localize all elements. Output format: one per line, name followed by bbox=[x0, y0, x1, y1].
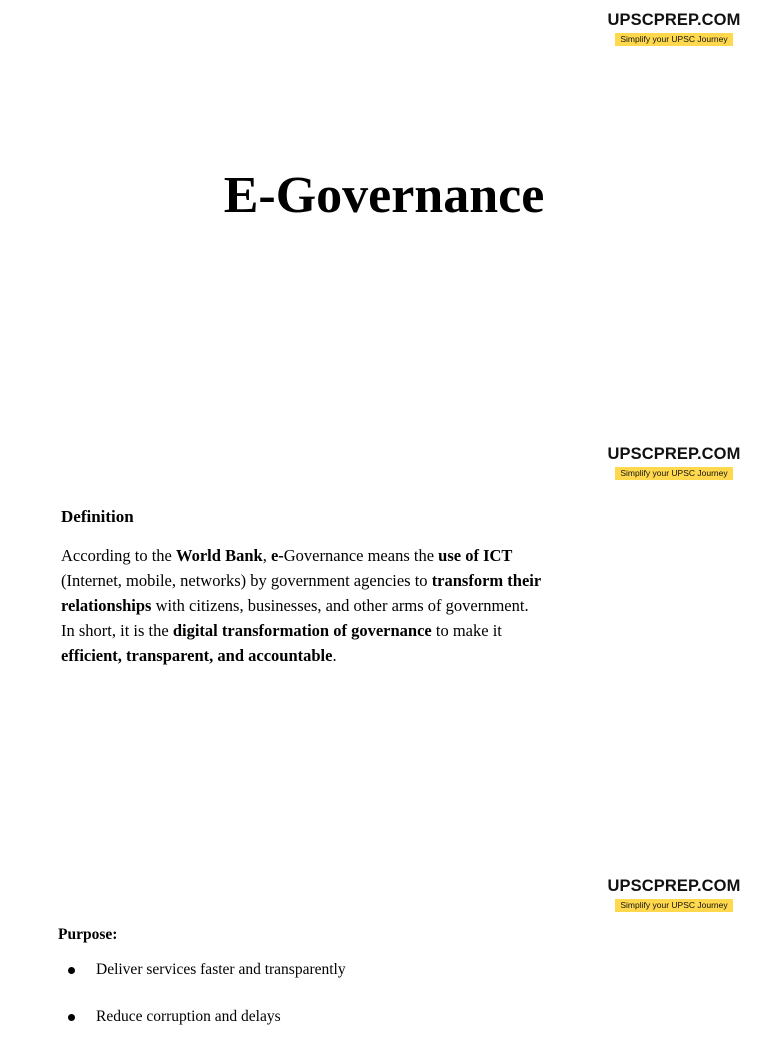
document-title: E-Governance bbox=[223, 167, 545, 224]
bold-run: use of ICT bbox=[438, 546, 513, 565]
bullet-icon bbox=[68, 1014, 75, 1021]
purpose-list bbox=[64, 960, 346, 1054]
text-run: , bbox=[262, 546, 271, 565]
text-run: to make it bbox=[431, 621, 502, 640]
brand-tagline: Simplify your UPSC Journey bbox=[615, 33, 732, 46]
purpose-page bbox=[0, 864, 768, 1024]
brand-tagline: Simplify your UPSC Journey bbox=[615, 467, 732, 480]
text-run: . bbox=[332, 646, 337, 665]
brand-logo bbox=[604, 445, 744, 481]
brand-name: UPSCPREP.COM bbox=[607, 877, 741, 895]
text-run: In short, it is the bbox=[61, 621, 173, 640]
definition-page bbox=[0, 432, 768, 864]
text-run: According to the bbox=[61, 546, 177, 565]
list-item-text: Reduce corruption and delays bbox=[96, 1008, 281, 1025]
definition-paragraph bbox=[61, 543, 561, 668]
brand-name: UPSCPREP.COM bbox=[607, 445, 741, 463]
bold-run: transform their relationships bbox=[61, 571, 541, 615]
brand-logo bbox=[604, 877, 744, 913]
text-run: Governance means the bbox=[283, 546, 439, 565]
purpose-heading: Purpose: bbox=[58, 926, 118, 943]
brand-logo bbox=[604, 11, 744, 47]
bold-run: digital transformation of governance bbox=[172, 621, 432, 640]
list-item-text: Deliver services faster and transparently bbox=[96, 961, 346, 978]
list-item bbox=[64, 960, 346, 980]
text-run: (Internet, mobile, networks) by government agencies to bbox=[61, 571, 432, 590]
bold-run: World Bank bbox=[176, 546, 263, 565]
bold-run: e- bbox=[270, 546, 284, 565]
title-page bbox=[0, 0, 768, 432]
bullet-icon bbox=[68, 967, 75, 974]
brand-name: UPSCPREP.COM bbox=[607, 11, 741, 29]
brand-tagline: Simplify your UPSC Journey bbox=[615, 899, 732, 912]
list-item bbox=[64, 1007, 346, 1027]
text-run: with citizens, businesses, and other arms of government. bbox=[151, 596, 529, 615]
bold-run: efficient, transparent, and accountable bbox=[61, 646, 333, 665]
definition-heading: Definition bbox=[61, 507, 134, 526]
